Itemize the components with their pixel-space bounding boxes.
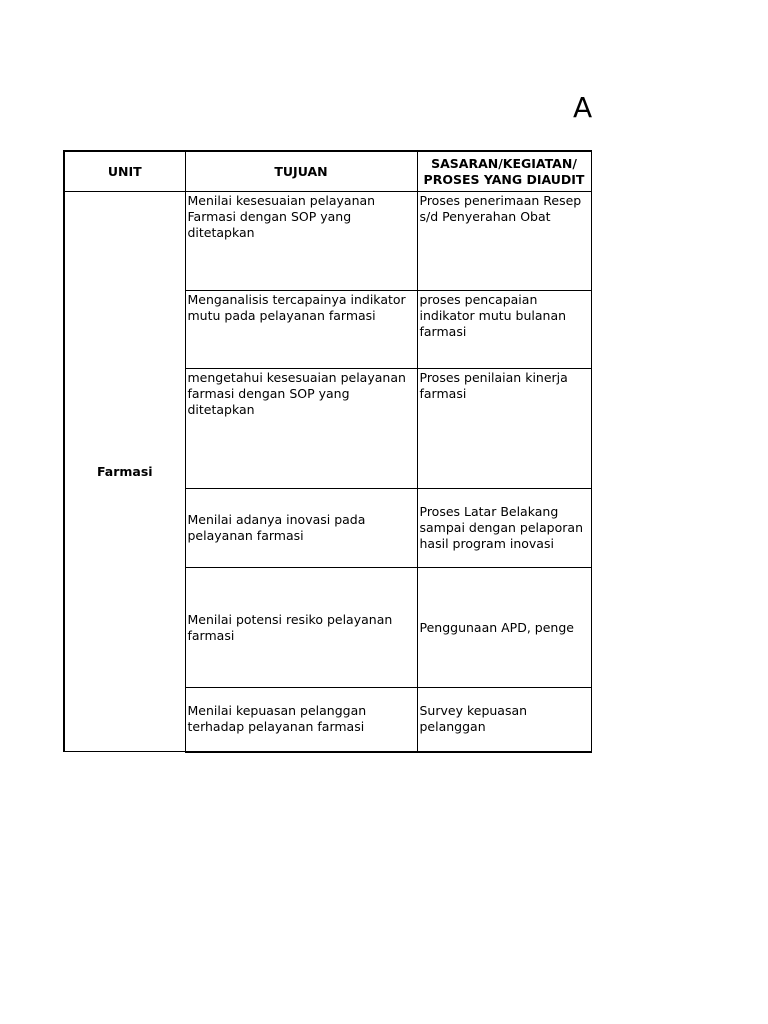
sasaran-cell: Proses penerimaan Resep s/d Penyerahan Obat: [417, 192, 591, 291]
sasaran-cell: proses pencapaian indikator mutu bulanan farmasi: [417, 291, 591, 369]
tujuan-cell: Menganalisis tercapainya indikator mutu pada pelayanan farmasi: [185, 291, 417, 369]
sasaran-cell: Penggunaan APD, penge: [417, 568, 591, 688]
tujuan-cell: Menilai kepuasan pelanggan terhadap pelayanan farmasi: [185, 688, 417, 752]
header-tujuan: TUJUAN: [185, 151, 417, 192]
header-sasaran: SASARAN/KEGIATAN/ PROSES YANG DIAUDIT: [417, 151, 591, 192]
unit-cell: Farmasi: [64, 192, 185, 752]
tujuan-cell: mengetahui kesesuaian pelayanan farmasi dengan SOP yang ditetapkan: [185, 369, 417, 489]
sasaran-cell: Proses Latar Belakang sampai dengan pelaporan hasil program inovasi: [417, 489, 591, 568]
table-row: [64, 192, 591, 291]
tujuan-cell: Menilai kesesuaian pelayanan Farmasi dengan SOP yang ditetapkan: [185, 192, 417, 291]
audit-table: [63, 150, 592, 753]
page-title: A: [573, 91, 593, 124]
tujuan-cell: Menilai potensi resiko pelayanan farmasi: [185, 568, 417, 688]
sasaran-cell: Survey kepuasan pelanggan: [417, 688, 591, 752]
header-row: [64, 151, 591, 192]
header-unit: UNIT: [64, 151, 185, 192]
sasaran-cell: Proses penilaian kinerja farmasi: [417, 369, 591, 489]
tujuan-cell: Menilai adanya inovasi pada pelayanan farmasi: [185, 489, 417, 568]
